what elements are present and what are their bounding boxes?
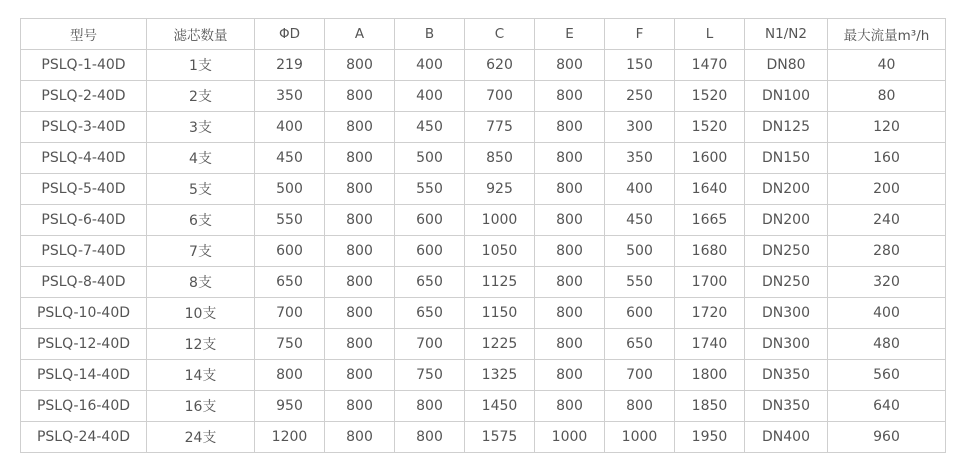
table-cell: 800 [535, 81, 605, 112]
table-cell: 400 [255, 112, 325, 143]
table-cell: DN400 [745, 422, 828, 453]
table-cell: 1950 [675, 422, 745, 453]
table-cell: 1800 [675, 360, 745, 391]
table-cell: 450 [255, 143, 325, 174]
table-cell: 800 [325, 205, 395, 236]
table-cell: 560 [828, 360, 946, 391]
table-cell: 14支 [147, 360, 255, 391]
table-body [21, 50, 946, 453]
table-row [21, 143, 946, 174]
table-cell: 80 [828, 81, 946, 112]
table-cell: 1680 [675, 236, 745, 267]
table-cell: 620 [465, 50, 535, 81]
table-cell: 1000 [535, 422, 605, 453]
table-row [21, 112, 946, 143]
table-cell: 1700 [675, 267, 745, 298]
table-cell: DN350 [745, 391, 828, 422]
table-cell: 700 [465, 81, 535, 112]
column-header: ΦD [255, 19, 325, 50]
table-cell: 1600 [675, 143, 745, 174]
table-cell: 1150 [465, 298, 535, 329]
table-cell: 700 [255, 298, 325, 329]
table-cell: 6支 [147, 205, 255, 236]
table-cell: 5支 [147, 174, 255, 205]
table-cell: 650 [395, 298, 465, 329]
table-cell: 1450 [465, 391, 535, 422]
table-cell: DN250 [745, 267, 828, 298]
table-cell: 800 [325, 112, 395, 143]
table-cell: 400 [395, 81, 465, 112]
table-cell: 800 [325, 236, 395, 267]
table-row [21, 174, 946, 205]
table-cell: PSLQ-14-40D [21, 360, 147, 391]
table-row [21, 298, 946, 329]
table-cell: 800 [535, 298, 605, 329]
table-cell: 800 [255, 360, 325, 391]
table-cell: DN150 [745, 143, 828, 174]
table-cell: DN250 [745, 236, 828, 267]
table-cell: PSLQ-2-40D [21, 81, 147, 112]
table-cell: 4支 [147, 143, 255, 174]
table-cell: PSLQ-7-40D [21, 236, 147, 267]
table-cell: PSLQ-10-40D [21, 298, 147, 329]
table-cell: 700 [395, 329, 465, 360]
table-cell: 800 [325, 298, 395, 329]
table-cell: PSLQ-8-40D [21, 267, 147, 298]
table-cell: 1665 [675, 205, 745, 236]
table-cell: 1支 [147, 50, 255, 81]
column-header: C [465, 19, 535, 50]
table-cell: 925 [465, 174, 535, 205]
table-cell: 600 [255, 236, 325, 267]
table-cell: 1520 [675, 81, 745, 112]
table-cell: 800 [535, 360, 605, 391]
table-cell: DN200 [745, 205, 828, 236]
table-cell: 775 [465, 112, 535, 143]
table-cell: 700 [605, 360, 675, 391]
table-cell: 800 [325, 329, 395, 360]
table-cell: 12支 [147, 329, 255, 360]
table-row [21, 391, 946, 422]
table-cell: 800 [535, 267, 605, 298]
table-cell: 800 [325, 391, 395, 422]
table-cell: 1225 [465, 329, 535, 360]
table-cell: 3支 [147, 112, 255, 143]
table-cell: 10支 [147, 298, 255, 329]
table-cell: 1720 [675, 298, 745, 329]
table-cell: 400 [605, 174, 675, 205]
table-cell: 650 [605, 329, 675, 360]
table-cell: 1050 [465, 236, 535, 267]
header-row [21, 19, 946, 50]
table-cell: 750 [395, 360, 465, 391]
table-row [21, 236, 946, 267]
table-cell: 550 [255, 205, 325, 236]
table-cell: 650 [395, 267, 465, 298]
table-cell: 500 [605, 236, 675, 267]
column-header: 型号 [21, 19, 147, 50]
table-cell: 400 [828, 298, 946, 329]
table-cell: 280 [828, 236, 946, 267]
table-cell: 1000 [605, 422, 675, 453]
table-cell: 800 [395, 391, 465, 422]
table-cell: 320 [828, 267, 946, 298]
table-cell: DN200 [745, 174, 828, 205]
table-cell: DN300 [745, 329, 828, 360]
table-cell: 800 [535, 329, 605, 360]
table-cell: 800 [325, 267, 395, 298]
table-cell: 200 [828, 174, 946, 205]
column-header: A [325, 19, 395, 50]
table-cell: 750 [255, 329, 325, 360]
table-cell: 1850 [675, 391, 745, 422]
table-cell: PSLQ-1-40D [21, 50, 147, 81]
table-cell: 120 [828, 112, 946, 143]
table-cell: 800 [325, 174, 395, 205]
table-cell: DN300 [745, 298, 828, 329]
column-header: 最大流量m³/h [828, 19, 946, 50]
table-cell: 1575 [465, 422, 535, 453]
table-row [21, 422, 946, 453]
table-cell: DN80 [745, 50, 828, 81]
table-cell: 7支 [147, 236, 255, 267]
column-header: B [395, 19, 465, 50]
table-cell: 1325 [465, 360, 535, 391]
table-cell: PSLQ-16-40D [21, 391, 147, 422]
table-cell: 1640 [675, 174, 745, 205]
table-cell: 450 [395, 112, 465, 143]
table-cell: 500 [395, 143, 465, 174]
column-header: 滤芯数量 [147, 19, 255, 50]
table-cell: DN125 [745, 112, 828, 143]
table-cell: 1000 [465, 205, 535, 236]
table-cell: 1125 [465, 267, 535, 298]
table-row [21, 329, 946, 360]
table-cell: 800 [535, 143, 605, 174]
table-cell: 8支 [147, 267, 255, 298]
table-cell: 800 [395, 422, 465, 453]
spec-table-container [20, 18, 946, 453]
table-cell: 450 [605, 205, 675, 236]
table-cell: PSLQ-24-40D [21, 422, 147, 453]
table-row [21, 81, 946, 112]
table-cell: 350 [255, 81, 325, 112]
table-cell: PSLQ-4-40D [21, 143, 147, 174]
table-cell: 480 [828, 329, 946, 360]
table-cell: 800 [535, 112, 605, 143]
table-cell: DN350 [745, 360, 828, 391]
table-cell: 950 [255, 391, 325, 422]
table-cell: 800 [535, 391, 605, 422]
table-cell: PSLQ-6-40D [21, 205, 147, 236]
table-cell: PSLQ-3-40D [21, 112, 147, 143]
table-cell: DN100 [745, 81, 828, 112]
column-header: N1/N2 [745, 19, 828, 50]
spec-table [20, 18, 946, 453]
table-cell: 400 [395, 50, 465, 81]
table-cell: 300 [605, 112, 675, 143]
table-cell: 1200 [255, 422, 325, 453]
table-cell: 250 [605, 81, 675, 112]
table-cell: 16支 [147, 391, 255, 422]
table-cell: 2支 [147, 81, 255, 112]
table-cell: PSLQ-5-40D [21, 174, 147, 205]
table-cell: 800 [535, 205, 605, 236]
table-cell: 600 [395, 236, 465, 267]
table-cell: 1520 [675, 112, 745, 143]
table-row [21, 50, 946, 81]
table-cell: 240 [828, 205, 946, 236]
table-cell: 350 [605, 143, 675, 174]
table-row [21, 267, 946, 298]
table-cell: 150 [605, 50, 675, 81]
table-cell: 800 [535, 50, 605, 81]
table-cell: PSLQ-12-40D [21, 329, 147, 360]
table-cell: 1470 [675, 50, 745, 81]
table-cell: 1740 [675, 329, 745, 360]
table-cell: 500 [255, 174, 325, 205]
table-cell: 600 [605, 298, 675, 329]
table-cell: 160 [828, 143, 946, 174]
table-cell: 800 [325, 50, 395, 81]
table-cell: 800 [325, 360, 395, 391]
table-cell: 550 [605, 267, 675, 298]
table-header [21, 19, 946, 50]
column-header: F [605, 19, 675, 50]
table-cell: 600 [395, 205, 465, 236]
table-cell: 650 [255, 267, 325, 298]
table-cell: 800 [325, 422, 395, 453]
table-row [21, 360, 946, 391]
column-header: E [535, 19, 605, 50]
table-cell: 800 [325, 81, 395, 112]
table-cell: 960 [828, 422, 946, 453]
table-cell: 219 [255, 50, 325, 81]
table-cell: 24支 [147, 422, 255, 453]
table-cell: 800 [535, 236, 605, 267]
table-cell: 850 [465, 143, 535, 174]
table-cell: 800 [535, 174, 605, 205]
table-cell: 40 [828, 50, 946, 81]
table-cell: 800 [325, 143, 395, 174]
table-cell: 640 [828, 391, 946, 422]
column-header: L [675, 19, 745, 50]
table-row [21, 205, 946, 236]
table-cell: 550 [395, 174, 465, 205]
table-cell: 800 [605, 391, 675, 422]
